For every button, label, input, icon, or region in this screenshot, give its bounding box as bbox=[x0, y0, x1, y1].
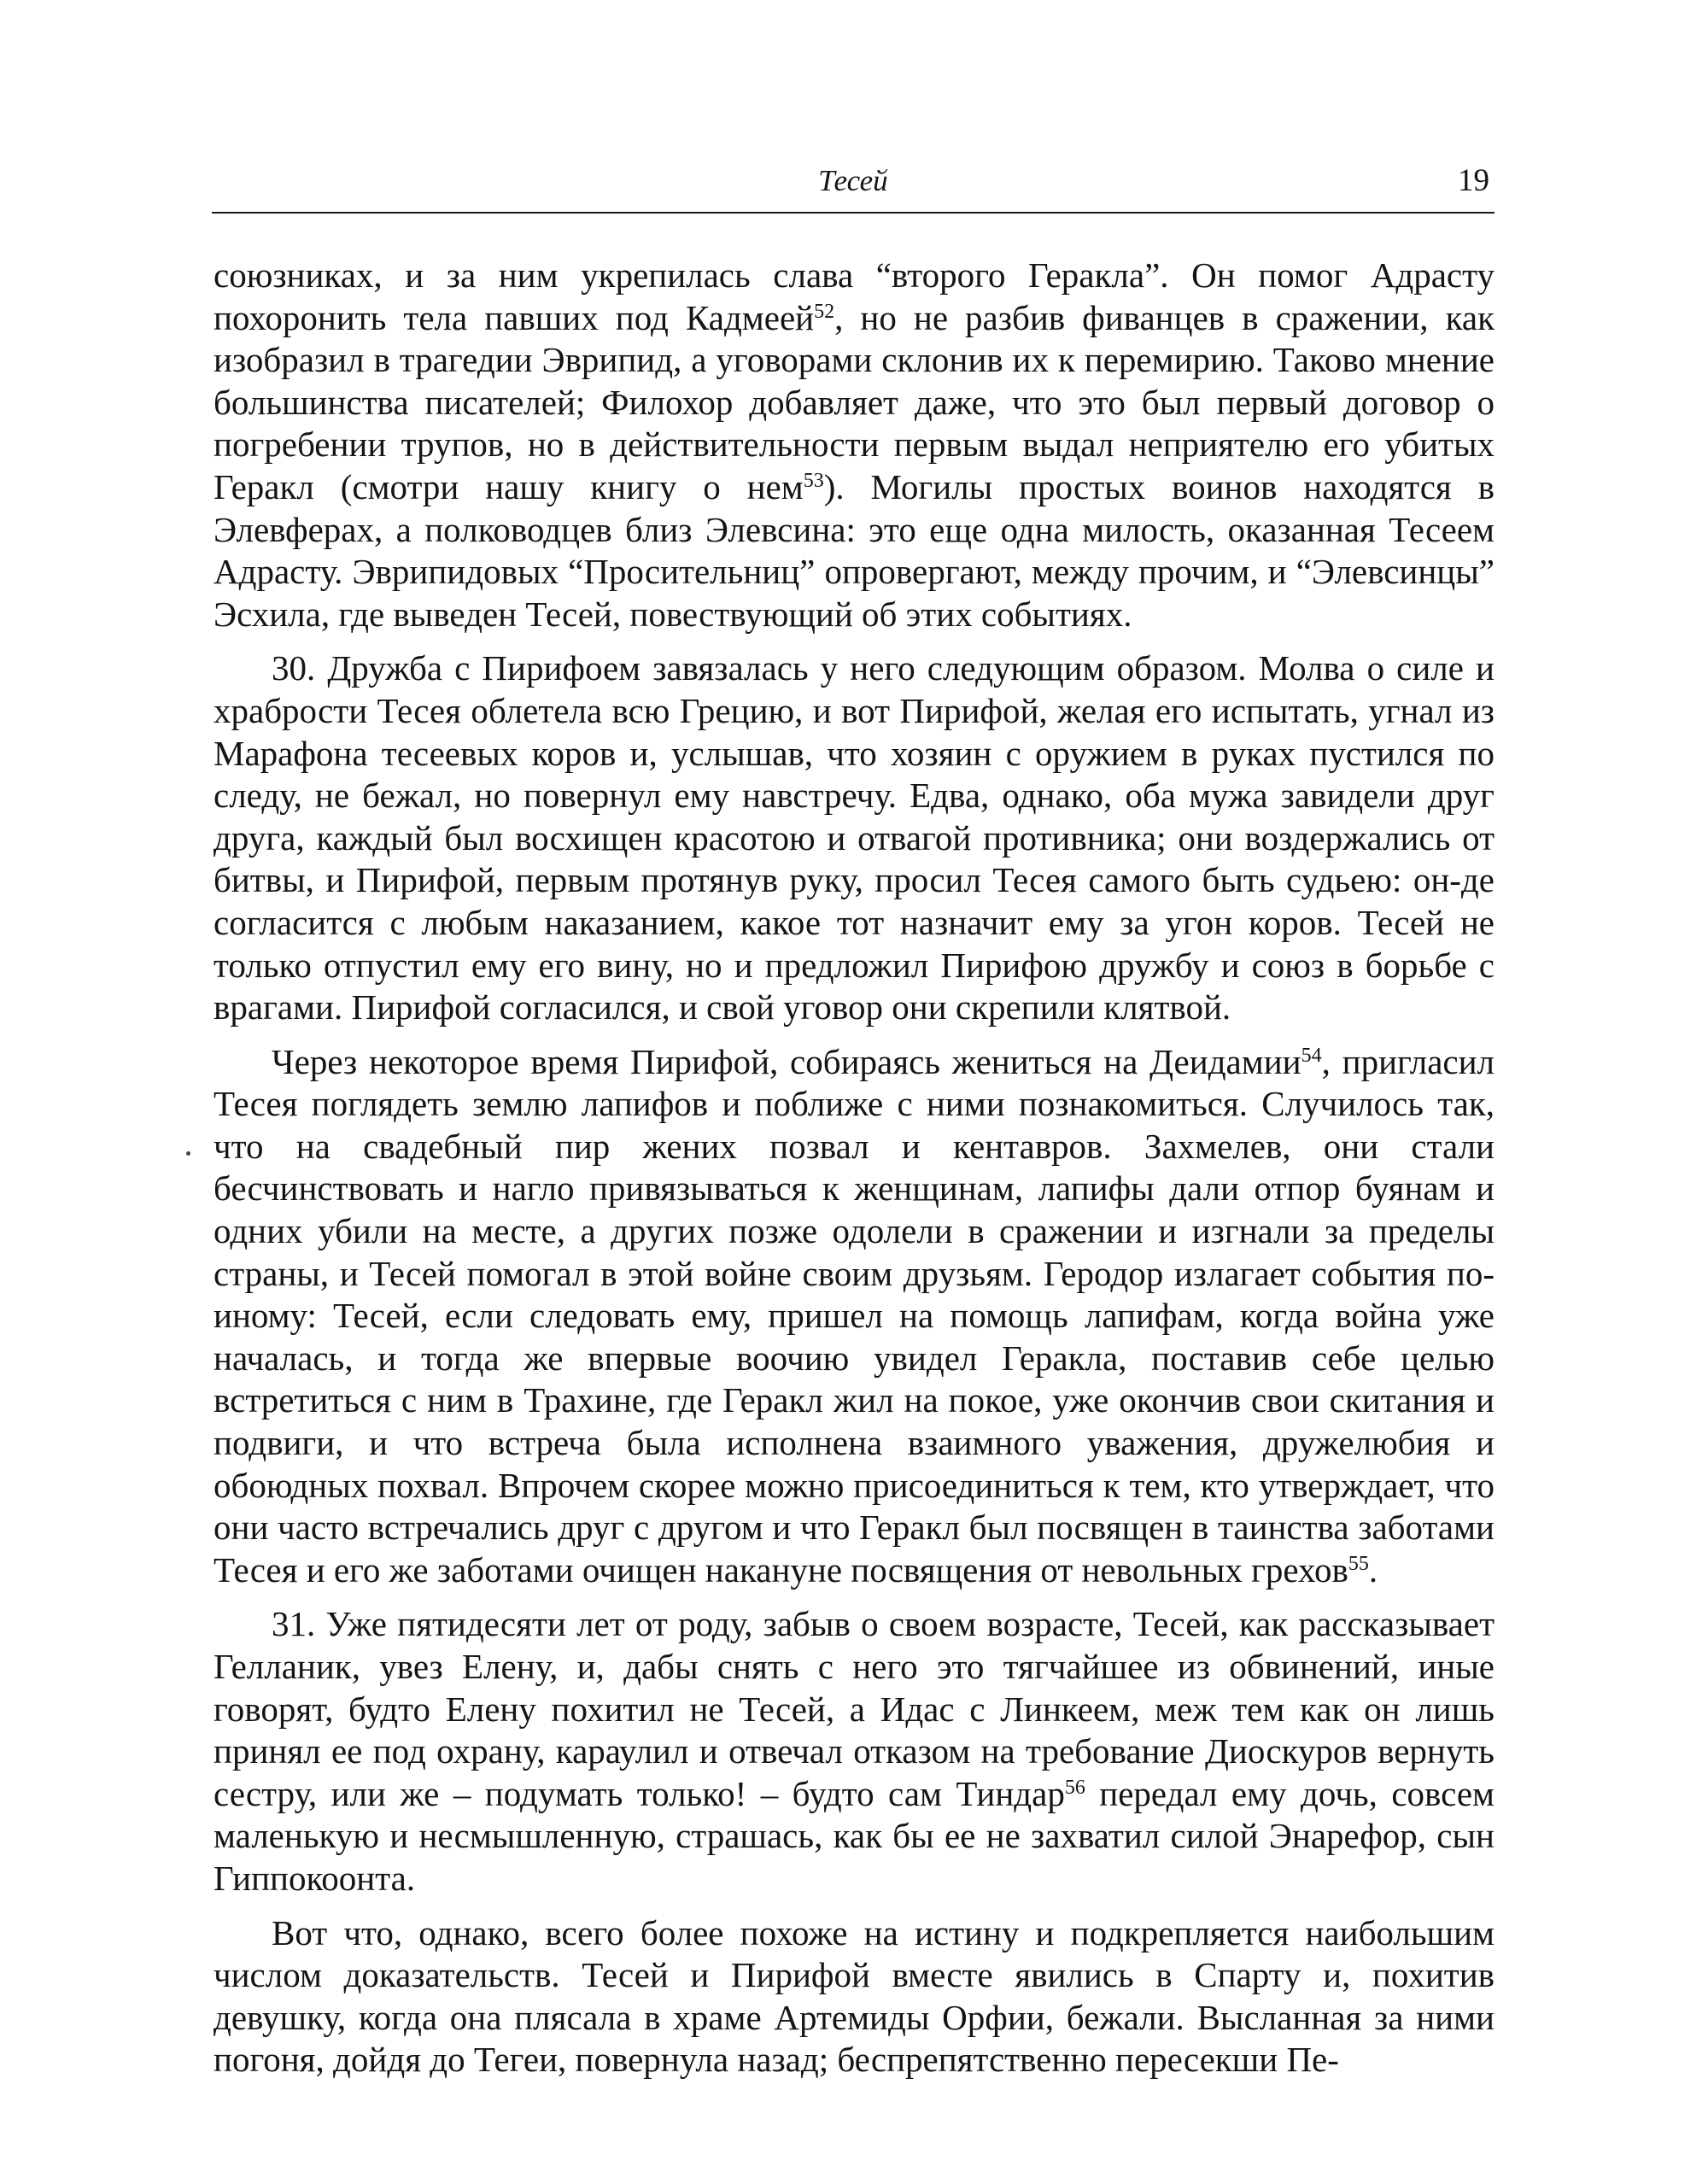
body-text bbox=[214, 255, 1494, 2081]
paragraph-text: Через некоторое время Пирифой, собираясь жениться на Деидамии bbox=[272, 1041, 1301, 1081]
paragraph-text: союзниках, и за ним укрепилась слава “второго Геракла”. Он помог Адрасту похоронить тела павших под Кадмеей bbox=[214, 255, 1494, 337]
paragraph-text: Вот что, однако, всего более похоже на истину и подкрепляется наибольшим числом доказательств. Тесей и Пирифой вместе явились в Спарту и, похитив девушку, когда она плясала в храме Артемиды Орфии, бежали. Высланная за ними погоня, дойдя до Тегеи, повернула назад; беспрепятственно пересекши Пе- bbox=[214, 1912, 1494, 2080]
footnote-ref-55: 55 bbox=[1348, 1552, 1369, 1575]
running-head-title: Тесей bbox=[818, 164, 888, 197]
footnote-ref-54: 54 bbox=[1301, 1044, 1322, 1067]
paragraph-text: , но не разбив фиванцев в сражении, как изобразил в трагедии Эврипид, а уговорами склонив их к перемирию. Таково мнение большинства писателей; Филохор добавляет даже, что это был первый договор о погребении трупов, но в действительности первым выдал неприятелю его убитых Геракл (смотри нашу книгу о нем bbox=[214, 297, 1494, 506]
paragraph-text: передал ему дочь, совсем маленькую и несмышленную, страшась, как бы ее не захватил силой Энарефор, сын Гиппокоонта. bbox=[214, 1773, 1494, 1898]
page-number: 19 bbox=[1458, 163, 1489, 198]
footnote-ref-56: 56 bbox=[1064, 1776, 1085, 1799]
paragraph-text: 30. Дружба с Пирифоем завязалась у него следующим образом. Молва о силе и храбрости Тесея облетела всю Грецию, и вот Пирифой, желая его испытать, угнал из Марафона тесеевых коров и, услышав, что хозяин с оружием в руках пустился по следу, не бежал, но повернул ему навстречу. Едва, однако, оба мужа завидели друг друга, каждый был восхищен красотою и отвагой противника; они воздержались от битвы, и Пирифой, первым протянув руку, просил Тесея самого быть судьею: он-де согласится с любым наказанием, какое тот назначит ему за угон коров. Тесей не только отпустил ему его вину, но и предложил Пирифою дружбу и союз в борьбе с врагами. Пирифой согласился, и свой уговор они скрепили клятвой. bbox=[214, 648, 1494, 1028]
paragraph-5 bbox=[214, 1912, 1494, 2081]
paragraph-text: . bbox=[1368, 1549, 1378, 1590]
paragraph-3 bbox=[214, 1041, 1494, 1592]
paragraph-2 bbox=[214, 647, 1494, 1028]
paragraph-text: 31. Уже пятидесяти лет от роду, забыв о своем возрасте, Тесей, как рассказывает Гелланик, увез Елену, и, дабы снять с него это тягчайшее из обвинений, иные говорят, будто Елену похитил не Тесей, а Идас с Линкеем, меж тем как он лишь принял ее под охрану, караулил и отвечал отказом на требование Диоскуров вернуть сестру, или же – подумать только! – будто сам Тиндар bbox=[214, 1604, 1494, 1813]
scan-speck bbox=[186, 1151, 190, 1156]
paragraph-4 bbox=[214, 1603, 1494, 1900]
paragraph-1 bbox=[214, 255, 1494, 635]
footnote-ref-52: 52 bbox=[814, 300, 835, 323]
paragraph-text: , пригласил Тесея поглядеть землю лапифов и поближе с ними познакомиться. Случилось так, что на свадебный пир жених позвал и кентавров. Захмелев, они стали бесчинствовать и нагло привязываться к женщинам, лапифы дали отпор буянам и одних убили на месте, а других позже одолели в сражении и изгнали за пределы страны, и Тесей помогал в этой войне своим друзьям. Геродор излагает события по-иному: Тесей, если следовать ему, пришел на помощь лапифам, когда война уже началась, и тогда же впервые воочию увидел Геракла, поставив себе целью встретиться с ним в Трахине, где Геракл жил на покое, уже окончив свои скитания и подвиги, и что встреча была исполнена взаимного уважения, дружелюбия и обоюдных похвал. Впрочем скорее можно присоединиться к тем, кто утверждает, что они часто встречались друг с другом и что Геракл был посвящен в таинства заботами Тесея и его же заботами очищен накануне посвящения от невольных грехов bbox=[214, 1041, 1495, 1590]
footnote-ref-53: 53 bbox=[803, 469, 824, 492]
paragraph-text: ). Могилы простых воинов находятся в Элевферах, а полководцев близ Элевсина: это еще одна милость, оказанная Тесеем Адрасту. Эврипидовых “Просительниц” опровергают, между прочим, и “Элевсинцы” Эсхила, где выведен Тесей, повествующий об этих событиях. bbox=[214, 466, 1495, 634]
page-header bbox=[212, 159, 1494, 214]
